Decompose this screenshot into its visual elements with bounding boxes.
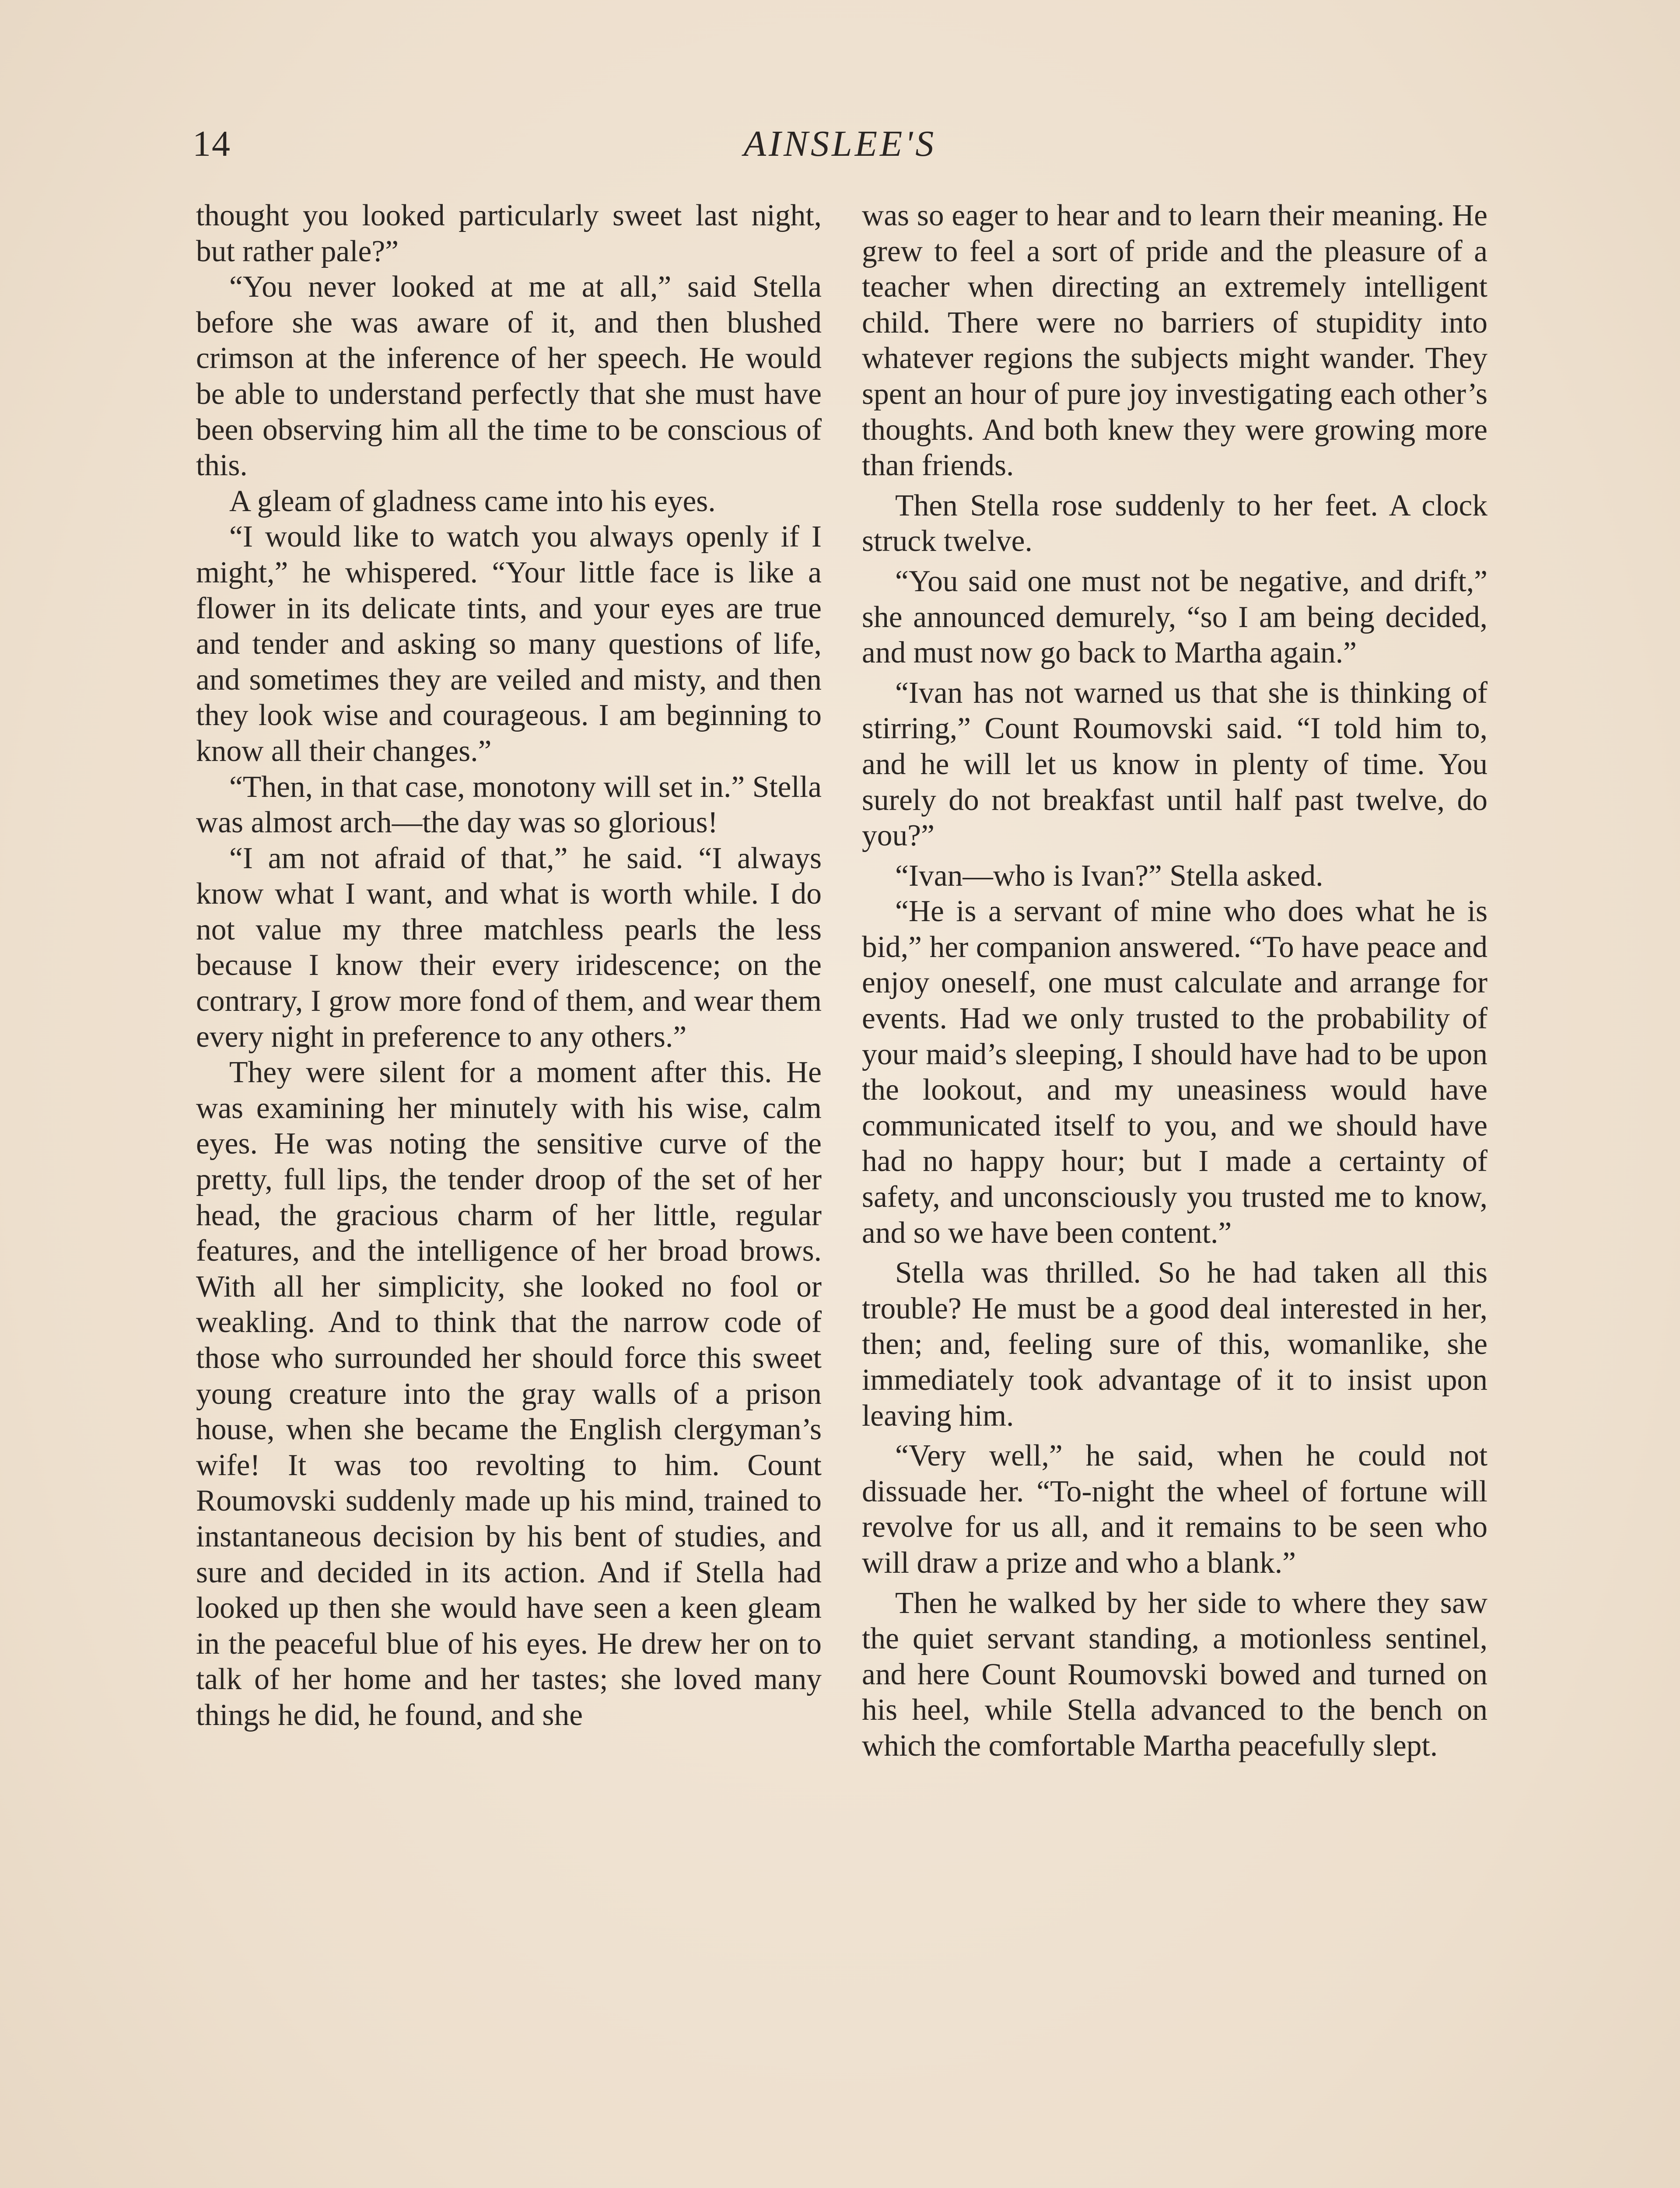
paragraph: “I would like to watch you always openly if I might,” he whispered. “Your little face is like a flower in its delicate tints, and your eyes are true and tender and asking so many questions of life, and sometimes they are veiled and misty, and then they look wise and courageous. I am beginning to know all their changes.” — [196, 520, 822, 768]
paragraph: “I am not afraid of that,” he said. “I always know what I want, and what is worth while. I do not value my three matchless pearls the less because I know their every iridescence; on the contrary, I grow more fond of them, and wear them every night in preference to any others.” — [196, 841, 822, 1054]
paragraph: “He is a servant of mine who does what he is bid,” her companion answered. “To have peace and enjoy oneself, one must calculate and arrange for events. Had we only trusted to the probability of your maid’s sleeping, I should have had to be upon the lookout, and my uneasiness would have communicated itself to you, and we should have had no happy hour; but I made a certainty of safety, and unconsciously you trusted me to know, and so we have been content.” — [862, 894, 1488, 1250]
paragraph: “You never looked at me at all,” said Stella before she was aware of it, and then blushed crimson at the inference of her speech. He would be able to understand perfectly that she must have been observing him all the time to be conscious of this. — [196, 270, 822, 483]
right-text-column — [862, 198, 1488, 1764]
left-text-column — [196, 198, 822, 1733]
paragraph: “You said one must not be negative, and drift,” she announced demurely, “so I am being decided, and must now go back to Martha again.” — [862, 564, 1488, 670]
paragraph: “Very well,” he said, when he could not dissuade her. “To-night the wheel of fortune will revolve for us all, and it remains to be seen who will draw a prize and who a blank.” — [862, 1439, 1488, 1580]
page-header — [192, 123, 1488, 171]
paragraph: was so eager to hear and to learn their meaning. He grew to feel a sort of pride and the pleasure of a teacher when directing an extremely intelligent child. There were no barriers of stupidity into whatever regions the subjects might wander. They spent an hour of pure joy investigating each other’s thoughts. And both knew they were growing more than friends. — [862, 199, 1488, 483]
page-number: 14 — [192, 123, 231, 164]
paragraph: “Ivan has not warned us that she is thinking of stirring,” Count Roumovski said. “I told him to, and he will let us know in plenty of time. You surely do not breakfast until half past twelve, do you?” — [862, 676, 1488, 853]
paragraph: They were silent for a moment after this. He was examining her minutely with his wise, calm eyes. He was noting the sensitive curve of the pretty, full lips, the tender droop of the set of her head, the gracious charm of her little, regular features, and the intelligence of her broad brows. With all her simplicity, she looked no fool or weakling. And to think that the narrow code of those who surrounded her should force this sweet young creature into the gray walls of a prison house, when she became the English clergyman’s wife! It was too revolting to him. Count Roumovski suddenly made up his mind, trained to instantaneous decision by his bent of studies, and sure and decided in its action. And if Stella had looked up then she would have seen a keen gleam in the peaceful blue of his eyes. He drew her on to talk of her home and her tastes; she loved many things he did, he found, and she — [196, 1055, 822, 1732]
paragraph: Then Stella rose suddenly to her feet. A clock struck twelve. — [862, 488, 1488, 558]
paragraph: Stella was thrilled. So he had taken all this trouble? He must be a good deal interested in her, then; and, feeling sure of this, womanlike, she immediately took advantage of it to insist upon leaving him. — [862, 1256, 1488, 1433]
running-head-title: AINSLEE'S — [743, 123, 937, 164]
paragraph: A gleam of gladness came into his eyes. — [229, 484, 716, 518]
paragraph: thought you looked particularly sweet last night, but rather pale?” — [196, 199, 822, 268]
paragraph: “Then, in that case, monotony will set in.” Stella was almost arch—the day was so glorious! — [196, 770, 822, 840]
paragraph: “Ivan—who is Ivan?” Stella asked. — [895, 859, 1323, 893]
paragraph: Then he walked by her side to where they saw the quiet servant standing, a motionless sentinel, and here Count Roumovski bowed and turned on his heel, while Stella advanced to the bench on which the comfortable Martha peacefully slept. — [862, 1586, 1488, 1763]
